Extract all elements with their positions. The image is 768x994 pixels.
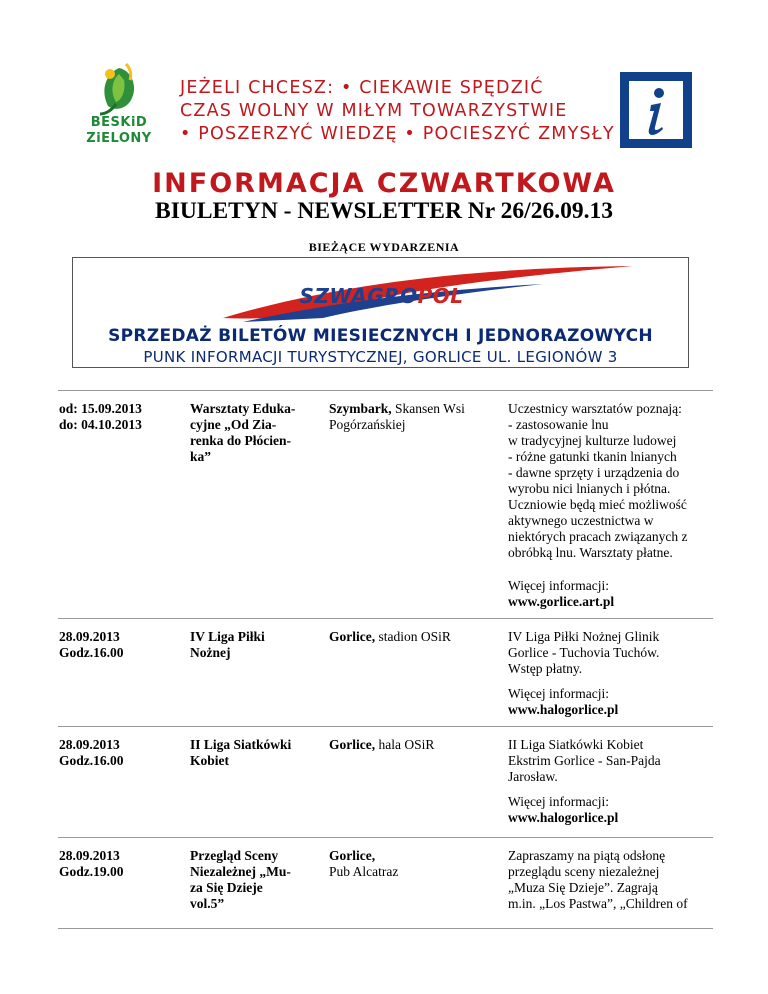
- event-date: 28.09.2013 Godz.16.00: [59, 737, 124, 768]
- section-label: BIEŻĄCE WYDARZENIA: [308, 240, 460, 254]
- events-table: [58, 390, 713, 929]
- table-row: [58, 726, 713, 837]
- event-title: IV Liga Piłki Nożnej: [190, 629, 265, 660]
- event-place: Gorlice, Pub Alcatraz: [329, 848, 399, 879]
- event-date: od: 15.09.2013 do: 04.10.2013: [59, 401, 142, 432]
- event-description: II Liga Siatkówki Kobiet Ekstrim Gorlice - San-Pajda Jarosław.: [508, 737, 661, 784]
- slogan-line: • POSZERZYĆ WIEDZĘ • POCIESZYĆ ZMYSŁY: [180, 124, 615, 144]
- leaf-figure-icon: [86, 60, 152, 116]
- banner-headline: SPRZEDAŻ BILETÓW MIESIECZNYCH I JEDNORAZOWYCH: [108, 326, 653, 346]
- table-row: [58, 390, 713, 618]
- event-place: Gorlice, stadion OSiR: [329, 629, 451, 644]
- event-description: Uczestnicy warsztatów poznają: - zastosowanie lnu w tradycyjnej kulturze ludowej - różne gatunki tkanin lnianych - dawne sprzęty i urządzenia do wyrobu nici lnianych i płótna. Uczniowie będą mieć możliwość aktywnego uczestnictwa w niektórych pracach związanych z obróbką lnu. Warsztaty płatne.: [508, 401, 688, 560]
- information-i-icon: [620, 72, 692, 148]
- event-more-info: Więcej informacji: www.halogorlice.pl: [508, 686, 718, 718]
- event-title: II Liga Siatkówki Kobiet: [190, 737, 292, 768]
- brand-name: [73, 284, 689, 308]
- event-title: Przegląd Sceny Niezależnej „Mu- za Się Dzieje vol.5”: [190, 848, 291, 911]
- event-title: Warsztaty Eduka- cyjne „Od Zia- renka do Płócien- ka”: [190, 401, 296, 464]
- event-date: 28.09.2013 Godz.16.00: [59, 629, 124, 660]
- page-title: INFORMACJA CZWARTKOWA: [152, 168, 616, 199]
- event-link[interactable]: www.halogorlice.pl: [508, 702, 619, 717]
- event-more-info: Więcej informacji: www.gorlice.art.pl: [508, 578, 718, 610]
- slogan-line: CZAS WOLNY W MIŁYM TOWARZYSTWIE: [180, 101, 568, 121]
- event-date: 28.09.2013 Godz.19.00: [59, 848, 124, 879]
- banner-address: PUNK INFORMACJI TURYSTYCZNEJ, GORLICE UL. LEGIONÓW 3: [143, 348, 618, 366]
- brand-part1: SZWAGRO: [299, 284, 418, 308]
- event-link[interactable]: www.gorlice.art.pl: [508, 594, 615, 609]
- brand-part2: POL: [417, 284, 464, 308]
- slogan-line: JEŻELI CHCESZ: • CIEKAWIE SPĘDZIĆ: [180, 78, 544, 98]
- logo-line2: ZiELONY: [86, 131, 152, 146]
- event-description: Zapraszamy na piątą odsłonę przeglądu sceny niezależnej „Muza Się Dzieje”. Zagrają m.in. „Los Pastwa”, „Children of: [508, 848, 688, 911]
- table-row: [58, 618, 713, 726]
- newsletter-subtitle: BIULETYN - NEWSLETTER Nr 26/26.09.13: [155, 198, 613, 224]
- event-description: IV Liga Piłki Nożnej Glinik Gorlice - Tuchovia Tuchów. Wstęp płatny.: [508, 629, 660, 676]
- event-place: Gorlice, hala OSiR: [329, 737, 435, 752]
- beskid-zielony-logo: [86, 60, 152, 150]
- logo-line1: BESKiD: [90, 115, 148, 130]
- event-place: Szymbark, Skansen Wsi Pogórzańskiej: [329, 401, 465, 432]
- event-more-info: Więcej informacji: www.halogorlice.pl: [508, 794, 718, 826]
- table-row: [58, 837, 713, 929]
- slogan: [180, 77, 615, 146]
- szwagropol-banner: [72, 257, 689, 368]
- event-link[interactable]: www.halogorlice.pl: [508, 810, 619, 825]
